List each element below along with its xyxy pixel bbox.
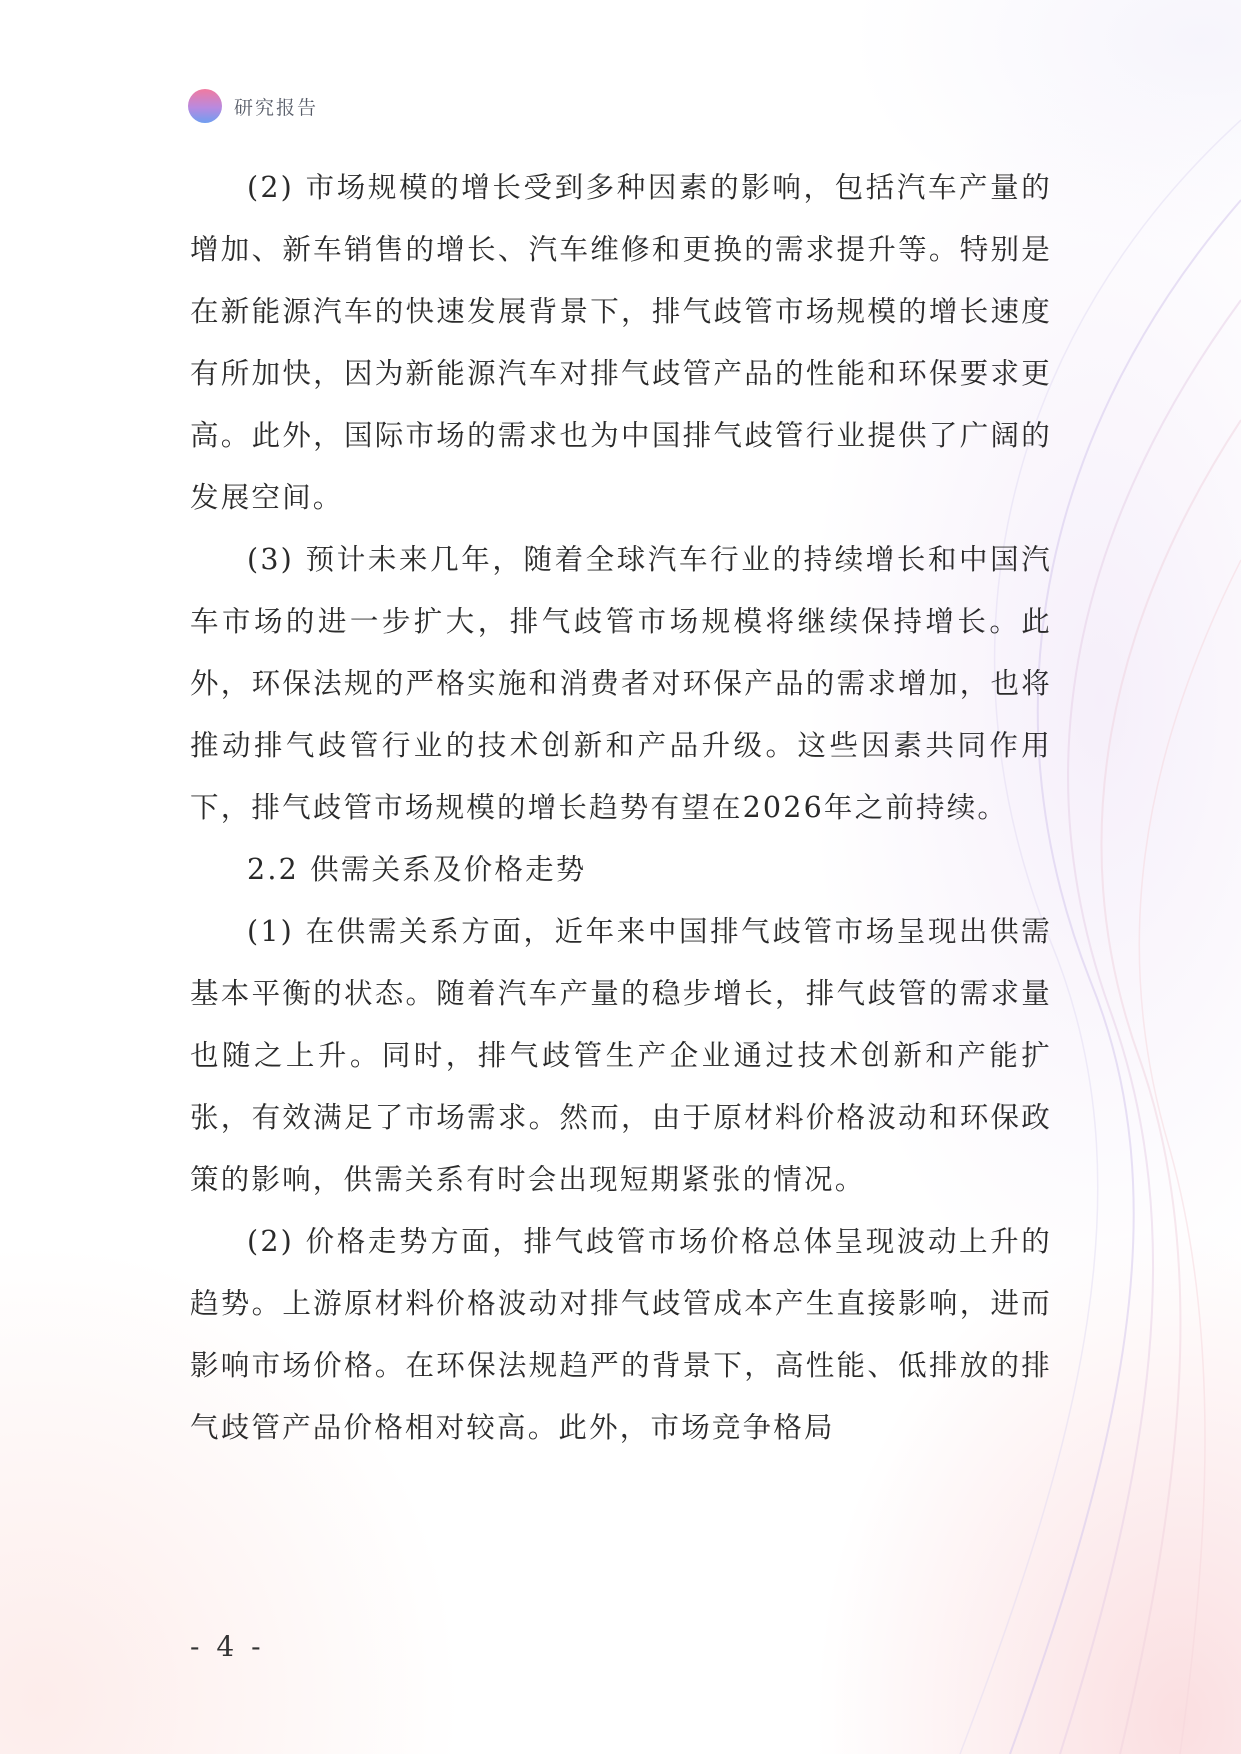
paragraph-market-growth-factors: (2) 市场规模的增长受到多种因素的影响，包括汽车产量的增加、新车销售的增长、汽车维修和更换的需求提升等。特别是在新能源汽车的快速发展背景下，排气歧管市场规模的增长速度有所加快，因为新能源汽车对排气歧管产品的性能和环保要求更高。此外，国际市场的需求也为中国排气歧管行业提供了广阔的发展空间。	[190, 171, 1052, 514]
page-number: - 4 -	[190, 1630, 265, 1663]
section-heading: 2.2 供需关系及价格走势	[247, 853, 587, 886]
paragraph-price-trend: (2) 价格走势方面，排气歧管市场价格总体呈现波动上升的趋势。上游原材料价格波动对排气歧管成本产生直接影响，进而影响市场价格。在环保法规趋严的背景下，高性能、低排放的排气歧管产品价格相对较高。此外，市场竞争格局	[190, 1225, 1052, 1444]
report-header	[188, 89, 318, 123]
header-title: 研究报告	[234, 96, 319, 119]
paragraph-supply-demand: (1) 在供需关系方面，近年来中国排气歧管市场呈现出供需基本平衡的状态。随着汽车产量的稳步增长，排气歧管的需求量也随之上升。同时，排气歧管生产企业通过技术创新和产能扩张，有效满足了市场需求。然而，由于原材料价格波动和环保政策的影响，供需关系有时会出现短期紧张的情况。	[190, 915, 1052, 1196]
document-body	[190, 157, 1052, 1459]
report-logo-icon	[188, 89, 222, 123]
paragraph-market-forecast: (3) 预计未来几年，随着全球汽车行业的持续增长和中国汽车市场的进一步扩大，排气歧管市场规模将继续保持增长。此外，环保法规的严格实施和消费者对环保产品的需求增加，也将推动排气歧管行业的技术创新和产品升级。这些因素共同作用下，排气歧管市场规模的增长趋势有望在2026年之前持续。	[190, 543, 1052, 824]
